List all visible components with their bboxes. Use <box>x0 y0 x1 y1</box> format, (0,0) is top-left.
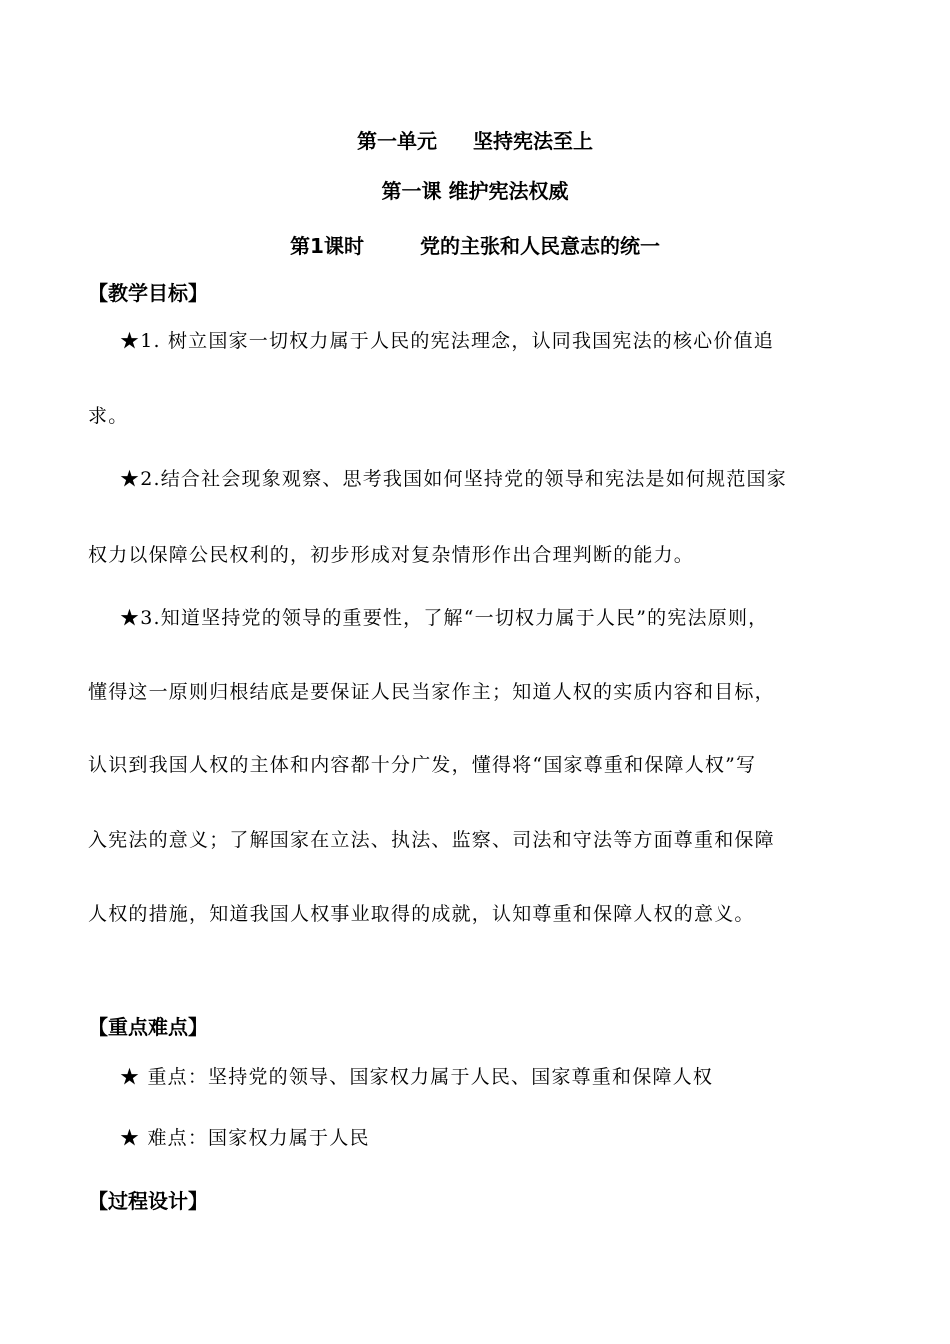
objective-3-line-5: 人权的措施，知道我国人权事业取得的成就，认知尊重和保障人权的意义。 <box>88 903 755 925</box>
unit-title <box>0 127 950 155</box>
objective-3-line-1: ★3.知道坚持党的领导的重要性，了解“一切权力属于人民”的宪法原则， <box>120 607 769 629</box>
unit-name: 坚持宪法至上 <box>473 129 593 153</box>
objective-3-line-2: 懂得这一原则归根结底是要保证人民当家作主；知道人权的实质内容和目标， <box>88 681 775 703</box>
objective-2-line-2: 权力以保障公民权利的，初步形成对复杂情形作出合理判断的能力。 <box>88 544 695 566</box>
objective-1-line-2: 求。 <box>88 405 129 427</box>
unit-label: 第一单元 <box>357 129 437 153</box>
lesson-title: 第一课 维护宪法权威 <box>381 179 569 203</box>
key-point-difficulty: ★ 难点：国家权力属于人民 <box>120 1127 370 1149</box>
process-heading: 【过程设计】 <box>88 1189 208 1213</box>
key-points-heading: 【重点难点】 <box>88 1015 208 1039</box>
period-label: 第1课时 <box>290 234 364 258</box>
objective-2-line-1: ★2.结合社会现象观察、思考我国如何坚持党的领导和宪法是如何规范国家 <box>120 468 787 490</box>
objective-3-line-3: 认识到我国人权的主体和内容都十分广发，懂得将“国家尊重和保障人权”写 <box>88 754 757 776</box>
objectives-heading: 【教学目标】 <box>88 281 208 305</box>
objective-1-line-1: ★1. 树立国家一切权力属于人民的宪法理念，认同我国宪法的核心价值追 <box>120 330 774 352</box>
period-name: 党的主张和人民意志的统一 <box>419 234 660 258</box>
period-title <box>0 232 950 260</box>
key-point-focus: ★ 重点：坚持党的领导、国家权力属于人民、国家尊重和保障人权 <box>120 1066 714 1088</box>
objective-3-line-4: 入宪法的意义；了解国家在立法、执法、监察、司法和守法等方面尊重和保障 <box>88 829 775 851</box>
